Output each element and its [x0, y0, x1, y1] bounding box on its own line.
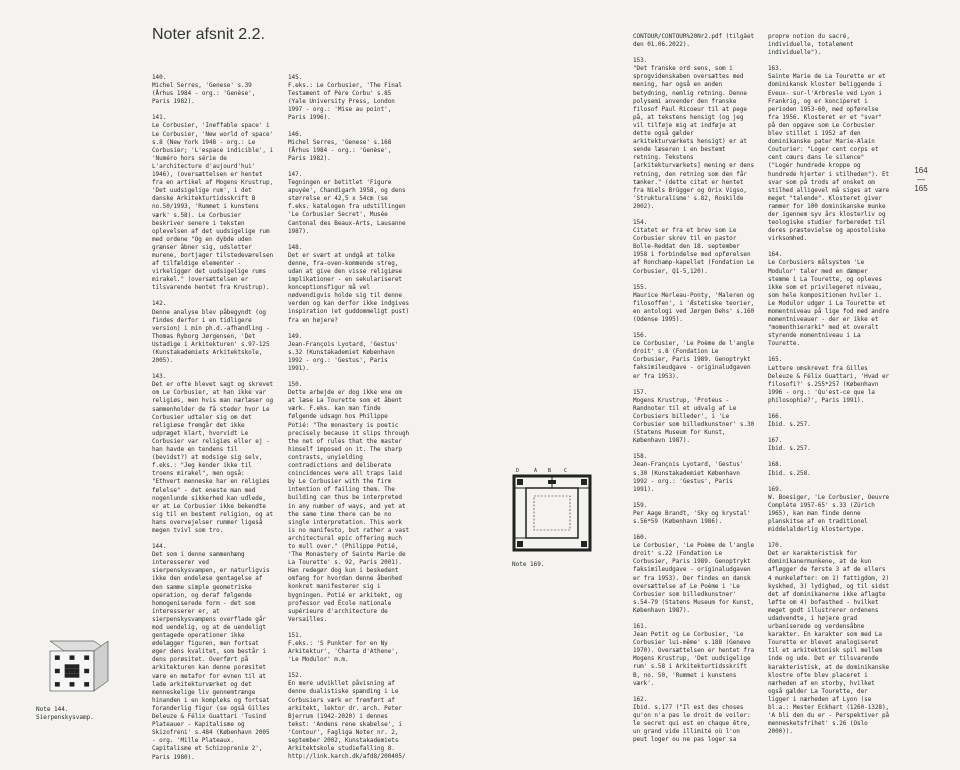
note-entry — [152, 114, 274, 292]
note-text: Le Corbusiers målsystem 'Le Modulor' taler med en dæmper stemme i La Tourette, og opleves ikke som et privilegeret niveau, som hele kompositionen hviler i. Le Modulor udgør i La Tourette et momentniveau på lige fod med andre momentniveauer - der er ikke et "momenthierarki" med et overalt styrende momentniveau i La Tourette. — [768, 259, 890, 348]
note-text: propre notion du sacré, individuelle, totalement individuelle"). — [768, 33, 854, 57]
note-text: Det som i denne sammenhæng interesserer ved sierpenskysvampen, er naturligvis ikke den endeløse gentagelse af den samme simple geometriske operation, og deraf følgende homogeniserede form - det som interesserer er, at sierpenskysvampens overflade går mod uendelig, og at de uendeligt gentagede operationer ikke ødelægger figuren, men fortsat øger dens kvalitet, som består i dens porøsitet. Overført på arkitekturen kan denne porøsitet være en metafor for evnen til at lade arkitekturværket og det menneskelige liv gennemtrænge hinanden i en kompleks og fortsat foranderlig figur (se også Gilles Deleuze & Félix Guattari 'Tusind Plateauer - Kapitalisme og Skizofreni' s.484 (København 2005 - org. 'Mille Plateaux. Capitalisme et Schizoprenie 2', Paris 1980). — [152, 551, 270, 761]
plan-letter-d: D — [516, 468, 520, 474]
note-entry — [768, 413, 890, 429]
note-number: 143. — [152, 373, 167, 381]
note-number: 142. — [152, 300, 167, 308]
note-text: Ibid. s.257. — [768, 421, 811, 429]
note-text: Ibid. s.258. — [768, 469, 811, 477]
note-number: 154. — [633, 218, 648, 226]
figure-144-caption — [36, 706, 94, 722]
page-number-right: 165 — [914, 184, 928, 193]
note-number: 146. — [288, 130, 303, 138]
note-entry — [288, 381, 410, 624]
note-number: 153. — [633, 57, 648, 65]
note-text: Dette arbejde er dog ikke ene om at læse La Tourette som et åbent værk. F.eks. kan man finde følgende udsagn hos Philippe Potié: "The monastery is poetic precisely because it slips through the net of rules that the master himself imposed on it. The sharp contrasts, unyielding contradictions and deliberate coincidences were all traps laid by Le Corbusier with the firm intention of failing them. The building can thus be interpreted in any number of ways, and yet at the same time there can be no single interpretation. This work is no manifesto, but rather a vast architectural epic offering much to mull over." (Philippe Potié, 'The Monastery of Sainte Marie de La Tourette' s. 92, Paris 2001). Han redegør dog kun i beskedent omfang for hvordan denne åbenhed konkret manifesterer sig i bygningen. Potié er arkitekt, og professor ved École nationale supérieure d'architecture de Versailles. — [288, 389, 410, 623]
note-number: 149. — [288, 332, 303, 340]
note-entry — [768, 251, 890, 348]
note-entry — [768, 33, 890, 57]
note-entry — [633, 284, 755, 324]
note-text: Citatet er fra et brev som Le Corbusier skrev til en pastor Bolle-Reddat den 18. september 1958 i forbindelse med opførelsen af Ronchamp-kapellet (Fondation Le Corbusier, Q1-5,120). — [633, 227, 755, 275]
note-number: 168. — [768, 461, 783, 469]
note-number: 164. — [768, 251, 783, 259]
note-number: 145. — [288, 74, 303, 81]
note-entry — [633, 534, 755, 615]
note-text: CONTOUR/CONTOUR%20Nr2.pdf (tilgået den 01.06.2022). — [633, 33, 755, 49]
note-entry — [633, 623, 755, 688]
note-text: Lettere omskrevet fra Gilles Deleuze & Félix Guattari, 'Hvad er filosofi?' s.255*257 (København 1996 - org.: 'Qu'est-ce que la philosophie?', Paris 1991). — [768, 364, 890, 404]
plan-letter-b: B — [548, 468, 552, 474]
note-entry — [768, 65, 890, 243]
note-number: 156. — [633, 332, 648, 340]
note-entry — [288, 672, 410, 761]
note-number: 162. — [633, 695, 648, 703]
note-number: 158. — [633, 453, 648, 461]
sierpinski-sponge-figure — [36, 633, 118, 697]
note-number: 163. — [768, 65, 783, 73]
note-entry — [633, 453, 755, 493]
note-entry — [633, 502, 755, 526]
note-text: Michel Serres, 'Genese' s.39 (Århus 1984 - org.: 'Genèse', Paris 1982). — [152, 82, 256, 106]
notes-column-4 — [768, 33, 890, 744]
note-entry — [288, 74, 410, 123]
note-entry — [768, 461, 890, 477]
page-title: Noter afsnit 2.2. — [152, 26, 265, 43]
note-number: 152. — [288, 672, 303, 680]
note-entry — [768, 542, 890, 736]
note-entry — [768, 356, 890, 405]
notes-column-3 — [633, 33, 755, 752]
figure-144-caption-number: Note 144. — [36, 706, 69, 713]
note-text: En mere udvikllet påvisning af denne dualistiske spænding i Le Corbusiers værk er fremført af arkitekt, lektor dr. arch. Peter Bjerrum (1942-2020) i dennes tekst: 'Andens rene skabelse', i 'Contour', Fagliga Noter nr. 2, september 2002, Kunstakademiets Arkitektskole studiefalling 8. http://link.karch.dk/afd8/200405/ — [288, 680, 406, 761]
note-text: Michel Serres, 'Genese' s.168 (Århus 1984 - org.: 'Genèse', Paris 1982). — [288, 138, 392, 162]
note-text: Det er ofte blevet sagt og skrevet om Le Corbusier, at han ikke var religiøs, men hvis man nærlæser og sammenholder de få steder hvor Le Corbusier udtaler sig om det religiøse fremgår det ikke udpræget klart, hvorvidt Le Corbusier var religiøs eller ej - han havde en tendens til (bevidst?) at modsige sig selv, f.eks.: "Jeg kender ikke til troens mirakel", men også: "Ethvert menneske har en religiøs følelse" - det eneste man med nogenlunde sikkerhed kan udlede, er at Le Corbusier ikke bekendte sig til en bestemt religion, og at hans overvejelser rummer ligeså megen tvivl som tro. — [152, 381, 274, 534]
plan-letter-c: C — [564, 468, 568, 474]
page-number-left: 164 — [914, 166, 928, 175]
note-entry — [633, 57, 755, 211]
note-text: Denne analyse blev påbegyndt (og findes derfor i en tidligere version) i min ph.d.-afhandling - Thomas Ryborg Jørgensen, 'Det Ustadige i Arkitekturen' s.97-125 (Kunstakademiets Arkitektskole, 2005). — [152, 308, 270, 365]
notes-column-2 — [288, 74, 410, 769]
note-entry — [288, 632, 410, 664]
page-numbers — [910, 166, 932, 193]
figure-144-caption-title: Sierpenskysvamp. — [36, 714, 94, 721]
note-text: Jean-François Lyotard, 'Gestus' s.32 (Kunstakademiet København 1992 - org.: 'Gestus', Paris 1991). — [288, 340, 399, 372]
note-number: 157. — [633, 388, 648, 396]
note-text: Sainte Marie de La Tourette er et dominikansk kloster beliggende i Eveux- sur-l'Arbresle ved Lyon i Frankrig, og er konciperet i perioden 1953-60, med opførelse fra 1956. Klosteret er et "svar" på den opgave som Le Corbusier blev stillet i 1952 af den dominikanske pater Marie-Alain Couturier: "Loger cent corps et cent cœurs dans le silence" ("Logér hundrede kroppe og hundrede hjerter i stilheden"). Et svar som på trods af onsket om stilhed alligevel må siges at være meget "talende". Klosteret giver rammer for 100 dominikanske munke der igennem syv års klosterliv og teologiske studier forberedet til deres præstevielse og apostoliske virksomhed. — [768, 73, 890, 243]
note-text: Det er svært at undgå at tolke denne, fra-oven-kommende streg, udan at give den visse religiøse implikationer - en sekulariseret konceptionsfigur må vel nødvendigvis holde sig til denne verden og kan derfor ikke indgives inspiration (et guddommeligt pust) fra en højere? — [288, 251, 410, 324]
note-text: Le Corbusier, 'Le Poème de l'angle droit' s.8 (Fondation Le Corbusier, Paris 1989. Genoptrykt faksimileudgave - originaludgaven er fra 1953). — [633, 340, 755, 380]
note-text: F.eks.: 'S Punkter for en Ny Arkitektur', 'Charta d'Athene', 'Le Modulor' m.m. — [288, 640, 399, 664]
note-entry — [633, 696, 755, 745]
note-entry — [288, 131, 410, 163]
note-number: 159. — [633, 501, 648, 509]
note-text: F.eks.: Le Corbusier, 'The Final Testament of Père Corbu' s.85 (Yale University Press, London 1997 - org.: 'Mise au point', Paris 1996). — [288, 82, 402, 122]
plan-letter-a: A — [534, 468, 538, 474]
note-number: 170. — [768, 542, 783, 550]
note-number: 166. — [768, 413, 783, 421]
note-text: Ibid. s.257. — [768, 445, 811, 453]
page-number-dash: — — [917, 175, 925, 184]
note-entry — [152, 74, 274, 106]
note-number: 161. — [633, 623, 648, 630]
note-number: 141. — [152, 114, 167, 122]
note-number: 151. — [288, 631, 303, 639]
note-text: Jean Petit og Le Corbusier, 'Le Corbusier lui-même' s.188 (Geneve 1970). Oversættelsen er hentet fra Mogens Krustrup, 'Det uudsigelige rum' s.58 i Arkitekturtidsskrift B, no. 50, 'Rummet i kunstens værk'. — [633, 631, 755, 687]
note-number: 167. — [768, 437, 783, 445]
note-number: 148. — [288, 243, 303, 251]
note-number: 147. — [288, 170, 303, 178]
figure-169-caption: Note 169. — [512, 561, 545, 568]
note-entry — [288, 171, 410, 236]
note-number: 155. — [633, 283, 648, 291]
note-entry — [288, 244, 410, 325]
note-text: Ibid. s.177 ("Il est des choses qu'on n'a pas le droit de voiler: le secret qui est en chaque être, un grand vide illimité où l'on peut loger ou ne pas loger sa — [633, 703, 751, 744]
note-entry — [633, 33, 755, 49]
note-number: 150. — [288, 381, 303, 389]
note-entry — [633, 219, 755, 276]
note-text: Jean-François Lyotard, 'Gestus' s.30 (Kunstakademiet København 1992 - org.: 'Gestus', Paris 1991). — [633, 461, 744, 493]
note-text: Tegningen er betitlet 'Figure apuyée', Chandigarh 1958, og dens størrelse er 42,5 x 54cm (se f.eks. katalogen fra udstillingen 'Le Corbusier Secret', Musée Cantonal des Beaux-Arts, Lausanne 1987). — [288, 179, 406, 235]
note-text: Le Corbusier, 'Ineffable space' i Le Corbusier, 'New world of space' s.8 (New York 1948 - org.: Le Corbusier; 'L'espace indicible', i 'Numéro hors série de L'architecture d'aujourd'hui' 1946), (oversættelsen er hentet fra en artikel af Mogens Krustrup, 'Det uudsigelige rum', i det danske Arkitekturtidsskrift B no.50/1993, 'Rummet i kunstens værk' s.58). Le Corbusier beskriver senere i teksten oplevelsen af det uudsigelige rum med ordene "Og en dybde uden grænser åbner sig, udsletter murene, bortjager tilstedeværelsen af tilfældige elementer - virkeliggør det uudsigelige rums mirakel." (oversættelsen er tilsvarende hentet fra Krustrup). — [152, 122, 274, 292]
note-text: Le Corbusier, 'Le Poème de l'angle droit' s.22 (Fondation Le Corbusier, Paris 1989. Genoptrykt faksimileudgave - originaludgaven er fra 1953). Der findes en dansk oversættelse af Le Poème i 'Le Corbusier som billedkunstner' s.54-79 (Statens Museum for Kunst, København 1987). — [633, 542, 755, 614]
note-entry — [152, 300, 274, 365]
note-number: 144. — [152, 543, 167, 551]
note-number: 140. — [152, 74, 167, 81]
note-text: Per Aage Brandt, 'Sky og krystal' s.56*59 (København 1986). — [633, 509, 751, 525]
cloister-plan-sketch — [512, 466, 594, 554]
note-entry — [768, 437, 890, 453]
note-text: Mogens Krustrup, 'Proteus - Randnoter til et udvalg af Le Corbusiers billeder', i 'Le Corbusier som billedkunstner' s.30 (Statens Museum for Kunst, København 1987). — [633, 396, 755, 445]
note-number: 169. — [768, 485, 783, 493]
note-text: W. Boesiger, 'Le Corbusier, Oeuvre Complète 1957-65' s.33 (Zürich 1965), kan man finde denne planskitse af en traditionel middelalderlig klostertype. — [768, 493, 890, 534]
note-text: Maurice Merleau-Ponty, 'Maleren og filosoffen', i 'Æstetiske teorier, en antologi ved Jørgen Dehs' s.160 (Odense 1995). — [633, 291, 755, 323]
note-entry — [152, 543, 274, 762]
note-number: 160. — [633, 534, 648, 542]
note-entry — [633, 389, 755, 446]
note-entry — [152, 373, 274, 535]
note-text: "Det franske ord sens, som i sprogvidenskaben oversættes med mening, har også en anden betydning, nemlig retning. Denne polysemi anvender den franske filosof Paul Ricoeur til at pege på, at tekstens hensigt (og jeg vil tilføje mig at indføje at dette også gælder arkitekturværkets hensigt) er at sende læseren i en bestemt retning. Tekstens [arkitekturværkets] mening er dens retning, den retning som den får tænker." (dette citat er hentet fra Niels Brügger og Orix Vigso, 'Strukturalisme' s.82, Roskilde 2002). — [633, 65, 755, 210]
note-entry — [288, 333, 410, 373]
notes-column-1 — [152, 74, 274, 770]
note-text: Det er karakteristisk for dominikanermunkene, at de kun afløgger de første 3 af de ellers 4 munkeløfter: om 1) fattigdom, 2) kyskhed, 3) lydighed, og til sidst det af dominikanerne ikke aflagte løfte om 4) bofasthed - hvilket meget godt illustrerer ordenens udadvendte, i højere grad urbaniserede og verdensåbne karakter. En karakter som med La Tourette er blevet analogiseret til et arkitektonisk spil mellem inde og ude. Det er tilsvarende karakteristisk, at de dominikanske klostre ofte blev placeret i nærheden af en storby, hvilket også gælder La Tourette, der ligger i nærheden af Lyon (se bl.a.: Mester Eckhart (1260-1328), 'A bli den du er - Perspektiver på mennesketsfrihet' s.26 (Oslo 2000)). — [768, 550, 890, 736]
note-entry — [633, 332, 755, 381]
note-entry — [768, 486, 890, 535]
note-number: 165. — [768, 356, 783, 364]
